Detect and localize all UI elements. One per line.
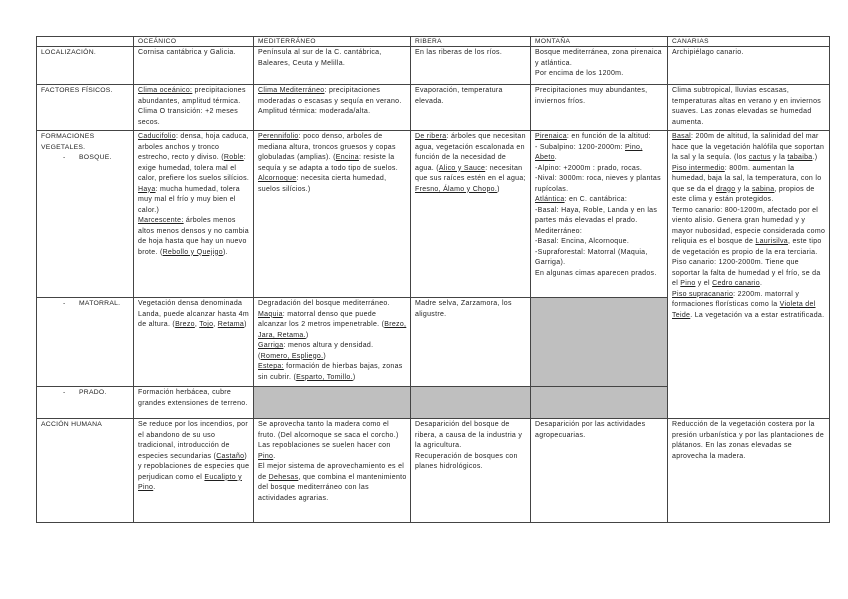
cell-paragraph: [138, 388, 250, 409]
text-run: : matorral denso que puede alcanzar los 2 metros impenetrable. (: [258, 310, 385, 328]
text-run: .): [812, 154, 818, 161]
cell-paragraph: [672, 164, 826, 206]
underlined-term: Eucalipto y Pino: [138, 473, 242, 491]
bullet-dash: -: [63, 300, 66, 307]
sublabel-text: MATORRAL.: [79, 300, 121, 307]
cell-matorral-ribera: [411, 298, 531, 387]
text-run: ): [305, 331, 309, 339]
text-run: Península al sur de la C. cantábrica, Baleares, Ceuta y Melilla.: [258, 49, 382, 67]
text-run: Desaparición del bosque de ribera, a causa de la industria y la agricultura.: [415, 421, 523, 449]
cell-prado-oceanico: [134, 387, 254, 419]
cell-paragraph: [535, 248, 664, 269]
underlined-term: Laurisilva: [755, 238, 788, 245]
bullet-dash: -: [63, 154, 66, 161]
column-header-canarias: CANARIAS: [668, 37, 830, 47]
underlined-term: Piso supracanario: [672, 290, 734, 298]
text-run: . La vegetación va a estar estratificada.: [690, 311, 825, 319]
row-label-formaciones-vegetales: FORMACIONES VEGETALES.: [41, 133, 95, 151]
cell-paragraph: [535, 269, 664, 280]
text-run: ).: [222, 248, 228, 256]
text-run: Piso canario: 1200-2000m. Tiene que soportar la falta de humedad y el frío, se da el: [672, 259, 821, 287]
text-run: Mediterráneo:: [535, 227, 583, 235]
cell-accion-montana: [531, 419, 668, 523]
text-run: En las riberas de los ríos.: [415, 49, 503, 56]
cell-paragraph: [672, 132, 826, 164]
underlined-term: Alico y Sauce: [438, 164, 486, 172]
cell-paragraph: [415, 48, 527, 59]
cell-accion-ribera: [411, 419, 531, 523]
text-run: Bosque mediterránea, zona pirenaica y atlántica.: [535, 49, 662, 67]
cell-paragraph: [258, 132, 407, 195]
text-run: : poco denso, arboles de mediana altura, troncos gruesos y copas globuladas (amplias). (: [258, 133, 396, 161]
text-run: , este tipo de vegetación es propio de la era terciaria.: [672, 238, 822, 256]
text-run: ): [323, 352, 326, 360]
cell-matorral-oceanico: [134, 298, 254, 387]
column-header-montana: MONTAÑA: [531, 37, 668, 47]
cell-paragraph: [258, 341, 407, 362]
text-run: Termo canario: 800-1200m, afectado por el viento alisio. Genera gran humedad y y mayor nubosidad, especie considerada como reliquia es el bosque de: [672, 206, 826, 245]
cell-formaciones-canarias: [668, 131, 830, 419]
cell-paragraph: [258, 420, 407, 462]
text-run: Formación herbácea, cubre grandes extensiones de terreno.: [138, 389, 248, 407]
cell-factores-mediterraneo: [254, 85, 411, 131]
cell-paragraph: [258, 48, 407, 69]
text-run: precipitaciones abundantes, amplitud térmica. Clima O transición: +2 meses secos.: [138, 87, 246, 126]
row-localizacion: [37, 47, 830, 85]
text-run: Cornisa cantábrica y Galicia.: [138, 49, 236, 56]
text-run: Clima subtropical, lluvias escasas, temperaturas altas en verano y en inviernos suaves. Las zonas elevadas se humedad aumenta.: [672, 87, 822, 126]
vegetation-comparison-table: [36, 36, 830, 523]
sublabel-text: BOSQUE.: [79, 154, 112, 161]
text-run: : 800m. aumentan la humedad, baja la sal, la temperatura, con lo que se da el: [672, 164, 822, 193]
text-run: Vegetación densa denominada Landa, puede alcanzar hasta 4m de altura. (: [138, 300, 249, 328]
cell-paragraph: [535, 237, 664, 248]
cell-paragraph: [415, 86, 527, 107]
text-run: -Basal: Encina, Alcornoque.: [535, 238, 630, 245]
cell-paragraph: [672, 258, 826, 290]
bullet-dash: -: [63, 389, 66, 396]
text-run: Desaparición por las actividades agropecuarias.: [535, 421, 646, 439]
cell-localizacion-montana: [531, 47, 668, 85]
underlined-term: Tojo: [199, 321, 214, 328]
text-run: : 2200m. matorral y formaciones florísticas como la: [672, 290, 800, 308]
underlined-term: Brezo, Jara, Retama.: [258, 321, 407, 339]
text-run: ): [352, 373, 356, 381]
row-label-accion-humana: ACCIÓN HUMANA: [37, 419, 134, 523]
header-corner-cell: [37, 37, 134, 47]
cell-paragraph: [138, 185, 250, 217]
text-run: El mejor sistema de aprovechamiento es el de: [258, 463, 405, 481]
cell-factores-canarias: [668, 85, 830, 131]
underlined-term: Brezo: [175, 321, 195, 328]
cell-paragraph: [535, 143, 664, 164]
text-run: : densa, hoja caduca, arboles anchos y tronco estrecho, recto y diviso. (: [138, 133, 249, 161]
cell-paragraph: [415, 420, 527, 452]
cell-accion-mediterraneo: [254, 419, 411, 523]
cell-bosque-montana: [531, 131, 668, 298]
text-run: .: [759, 280, 763, 287]
row-label-factores-fisicos: FACTORES FÍSICOS.: [37, 85, 134, 131]
cell-paragraph: [535, 195, 664, 206]
underlined-term: Retama: [217, 321, 245, 328]
underlined-term: Fresno, Álamo y Chopo.: [415, 185, 498, 193]
cell-paragraph: [672, 420, 826, 462]
underlined-term: sabina: [752, 185, 775, 193]
row-label-matorral: [37, 298, 134, 387]
text-run: ) y repoblaciones de especies que perjudican como el: [138, 452, 250, 481]
text-run: árboles menos altos menos densos y no cambia de hoja hasta que hay un nuevo brote. (: [138, 217, 249, 256]
cell-localizacion-oceanico: [134, 47, 254, 85]
underlined-term: Romero, Espliego.: [260, 352, 324, 360]
text-run: - Subalpino: 1200-2000m:: [535, 143, 625, 151]
empty-shaded-cell: [254, 387, 411, 419]
text-run: formación de hierbas bajas, zonas sin cubrir. (: [258, 363, 403, 381]
text-run: : precipitaciones moderadas o escasas y sequía en verano. Amplitud térmica: moderada/alta.: [258, 87, 402, 115]
text-run: .: [153, 484, 156, 491]
underlined-term: Haya: [138, 185, 156, 193]
text-run: : resiste la sequía y se adapta a todo tipo de suelos.: [258, 154, 398, 172]
cell-paragraph: [672, 86, 826, 128]
cell-paragraph: [258, 462, 407, 504]
empty-shaded-cell: [531, 298, 668, 387]
cell-paragraph: [672, 206, 826, 259]
row-label-localizacion: LOCALIZACIÓN.: [37, 47, 134, 85]
underlined-term: Piso intermedio: [672, 164, 725, 172]
row-sublabel-prado: [41, 388, 130, 399]
text-run: Se reduce por los incendios, por el abandono de su uso tradicional, introducción de especies secundarias (: [138, 421, 248, 460]
text-run: -Alpino: +2000m : prado, rocas.: [535, 164, 643, 172]
text-run: y la: [770, 154, 788, 161]
text-run: -Supraforestal: Matorral (Maquia, Garriga).: [535, 248, 648, 266]
row-factores-fisicos: [37, 85, 830, 131]
text-run: Precipitaciones muy abundantes, inviernos fríos.: [535, 87, 648, 105]
cell-paragraph: [535, 227, 664, 238]
underlined-term: tabaiba: [787, 154, 813, 161]
cell-paragraph: [138, 132, 250, 185]
underlined-term: Pino: [680, 280, 696, 287]
row-sublabel-bosque: [41, 153, 130, 164]
cell-paragraph: [138, 299, 250, 331]
cell-localizacion-mediterraneo: [254, 47, 411, 85]
cell-paragraph: [138, 48, 250, 59]
cell-bosque-mediterraneo: [254, 131, 411, 298]
cell-bosque-ribera: [411, 131, 531, 298]
cell-localizacion-ribera: [411, 47, 531, 85]
cell-paragraph: [415, 452, 527, 473]
cell-factores-ribera: [411, 85, 531, 131]
underlined-term: Estepa:: [258, 363, 284, 370]
cell-paragraph: [258, 86, 407, 118]
underlined-term: drago: [716, 185, 736, 193]
text-run: y el: [695, 280, 713, 287]
cell-accion-oceanico: [134, 419, 254, 523]
empty-shaded-cell: [411, 387, 531, 419]
underlined-term: Clima Mediterráneo: [258, 87, 325, 94]
underlined-term: Castaño: [216, 452, 245, 460]
underlined-term: Esparto, Tomillo.: [296, 373, 353, 381]
text-run: : 200m de altitud, la salinidad del mar hace que la vegetación halófila que soportan la sal y la sequía. (los: [672, 133, 825, 161]
cell-paragraph: [535, 164, 664, 175]
text-run: Por encima de los 1200m.: [535, 70, 624, 77]
cell-factores-montana: [531, 85, 668, 131]
cell-paragraph: [138, 420, 250, 494]
column-header-ribera: RIBERA: [411, 37, 531, 47]
text-run: : en C. cantábrica:: [564, 196, 628, 203]
cell-paragraph: [258, 310, 407, 342]
cell-bosque-oceanico: [134, 131, 254, 298]
empty-shaded-cell: [531, 387, 668, 419]
cell-paragraph: [535, 206, 664, 227]
cell-paragraph: [535, 48, 664, 69]
underlined-term: Pino: [258, 452, 274, 460]
underlined-term: Caducifolio: [138, 133, 176, 140]
cell-paragraph: [535, 69, 664, 80]
cell-paragraph: [672, 48, 826, 59]
cell-paragraph: [535, 86, 664, 107]
cell-paragraph: [415, 132, 527, 195]
underlined-term: Maquia: [258, 310, 283, 318]
text-run: ): [497, 185, 500, 193]
underlined-term: Dehesas: [268, 473, 299, 481]
text-run: , propios de este clima y están protegidos.: [672, 185, 815, 203]
underlined-term: Atlántica: [535, 196, 565, 203]
text-run: , que combina el mantenimiento del bosque mediterráneo con las actividades agrarias.: [258, 473, 407, 502]
text-run: Se aprovecha tanto la madera como el fruto. (Del alcornoque se saca el corcho.) Las repoblaciones se suelen hacer con: [258, 421, 399, 449]
text-run: -Basal: Haya, Roble, Landa y en las partes más elevadas el prado.: [535, 206, 658, 224]
underlined-term: Pirenaica: [535, 133, 567, 140]
underlined-term: Roble: [223, 154, 244, 161]
row-bosque: [37, 131, 830, 298]
cell-paragraph: [535, 420, 664, 441]
cell-paragraph: [138, 216, 250, 258]
column-header-mediterraneo: MEDITERRÁNEO: [254, 37, 411, 47]
cell-paragraph: [138, 86, 250, 128]
text-run: En algunas cimas aparecen prados.: [535, 269, 657, 277]
underlined-term: Basal: [672, 133, 692, 140]
sublabel-text: PRADO.: [79, 389, 107, 396]
underlined-term: De ribera: [415, 133, 447, 140]
cell-localizacion-canarias: [668, 47, 830, 85]
row-sublabel-matorral: [41, 299, 130, 310]
text-run: .: [273, 452, 276, 460]
text-run: y la: [735, 185, 752, 193]
text-run: : necesitan que sus raíces estén en el agua;: [415, 164, 526, 182]
underlined-term: Violeta del Teide: [672, 301, 816, 319]
text-run: : necesita cierta humedad, suelos silícios.): [258, 175, 387, 193]
cell-factores-oceanico: [134, 85, 254, 131]
cell-paragraph: [415, 299, 527, 320]
text-run: : menos altura y densidad. (: [258, 342, 374, 360]
cell-paragraph: [258, 299, 407, 310]
cell-accion-canarias: [668, 419, 830, 523]
text-run: ,: [194, 321, 200, 328]
underlined-term: Pino, Abeto: [535, 143, 643, 161]
text-run: Evaporación, temperatura elevada.: [415, 87, 503, 105]
row-accion-humana: [37, 419, 830, 523]
text-run: : mucha humedad, tolera muy mal el frío y muy bien el calor.): [138, 185, 240, 214]
underlined-term: Encina: [335, 154, 359, 161]
underlined-term: cactus: [748, 154, 771, 161]
underlined-term: Clima oceánico:: [138, 87, 193, 94]
underlined-term: Perennifolio: [258, 133, 299, 140]
text-run: : en función de la altitud:: [566, 133, 651, 140]
row-label-formaciones-bosque: [37, 131, 134, 298]
row-label-prado: [37, 387, 134, 419]
text-run: Archipiélago canario.: [672, 49, 744, 56]
text-run: Madre selva, Zarzamora, los aligustre.: [415, 300, 512, 318]
header-row: [37, 37, 830, 47]
underlined-term: Rebollo y Quejigo: [162, 248, 223, 256]
cell-matorral-mediterraneo: [254, 298, 411, 387]
text-run: Reducción de la vegetación costera por la presión urbanística y por las plantaciones de plátanos. En las zonas elevadas se aprovecha la madera.: [672, 421, 825, 460]
cell-paragraph: [535, 174, 664, 195]
underlined-term: Alcornoque: [258, 175, 297, 182]
text-run: : exige humedad, tolera mal el calor, prefiere los suelos silícios.: [138, 154, 250, 182]
text-run: ): [244, 321, 247, 328]
text-run: .: [554, 154, 558, 161]
text-run: : árboles que necesitan agua, vegetación escalonada en función de la necesidad de agua. (: [415, 133, 526, 172]
cell-paragraph: [535, 132, 664, 143]
underlined-term: Garriga: [258, 342, 284, 349]
cell-paragraph: [672, 290, 826, 322]
underlined-term: Marcescente:: [138, 217, 184, 224]
text-run: -Nival: 3000m: roca, nieves y plantas rupícolas.: [535, 175, 661, 193]
underlined-term: Cedro canario: [712, 280, 760, 287]
column-header-oceanico: OCEÁNICO: [134, 37, 254, 47]
cell-paragraph: [258, 362, 407, 383]
text-run: Degradación del bosque mediterráneo.: [258, 300, 390, 307]
text-run: ,: [213, 321, 218, 328]
text-run: Recuperación de bosques con planes hidrológicos.: [415, 452, 518, 470]
